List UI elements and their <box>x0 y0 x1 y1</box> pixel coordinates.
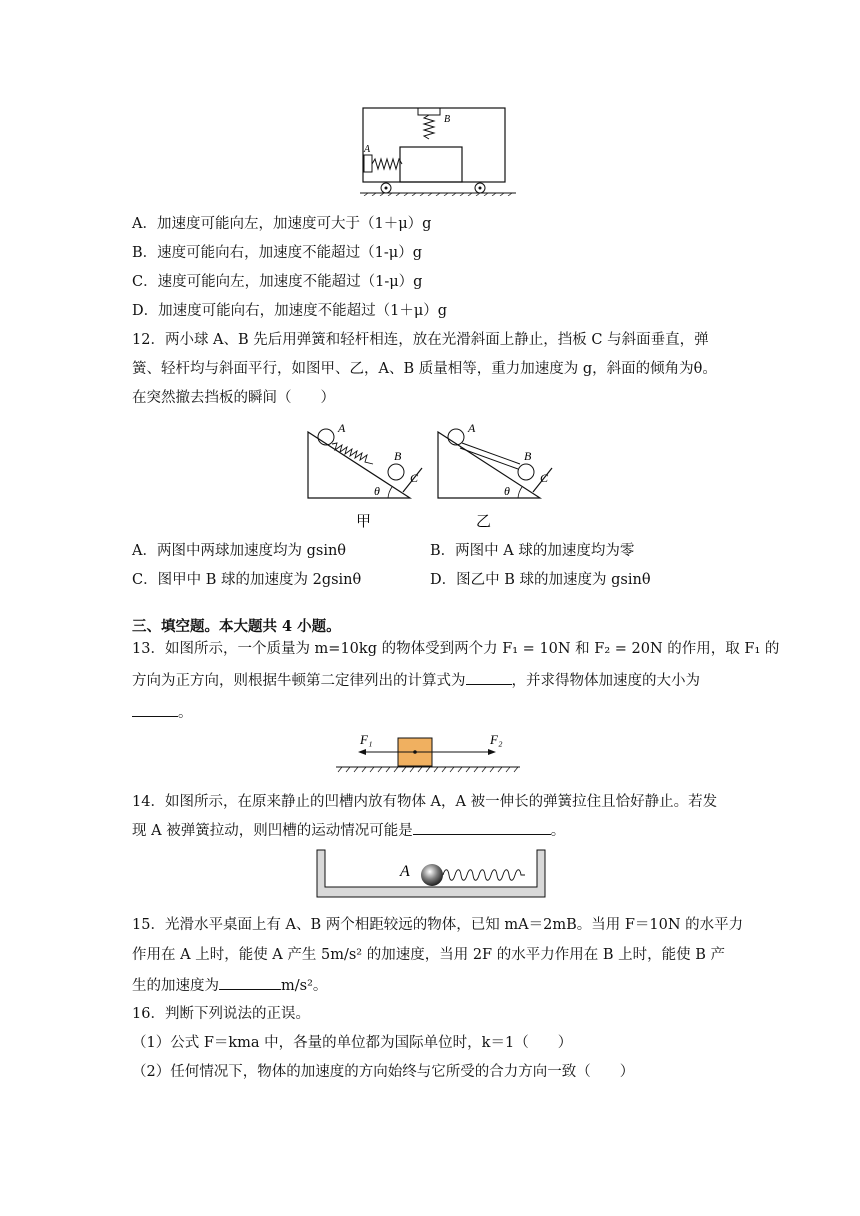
q16-item1: （1）公式 F＝kma 中，各量的单位都为国际单位时，k＝1（ ） <box>132 1035 573 1051</box>
q11-label-a: A <box>364 144 371 155</box>
q12-option-a: A．两图中两球加速度均为 gsinθ <box>132 543 347 559</box>
q14-line1: 14．如图所示，在原来静止的凹槽内放有物体 A，A 被一伸长的弹簧拉住且恰好静止。若发 <box>132 794 718 810</box>
q13-line3: 。 <box>132 702 193 723</box>
q12-option-c: C．图甲中 B 球的加速度为 2gsinθ <box>132 572 362 588</box>
q13-label-f2: F₂ <box>490 732 503 747</box>
q15-line1: 15．光滑水平桌面上有 A、B 两个相距较远的物体，已知 mA＝2mB。当用 F＝10N 的水平力 <box>132 917 744 933</box>
q11-option-d: D．加速度可能向右，加速度不能超过（1＋μ）g <box>132 303 448 319</box>
q13-force-figure <box>334 728 524 774</box>
q16-line1: 16．判断下列说法的正误。 <box>132 1006 310 1022</box>
q11-option-a: A．加速度可能向左，加速度可大于（1＋μ）g <box>132 216 432 232</box>
q13-label-f1: F₁ <box>360 732 373 747</box>
q15-line3: 生的加速度为 m/s²。 <box>132 975 327 996</box>
q13-blank-1[interactable] <box>466 670 512 685</box>
q12-jia-label-a: A <box>338 424 346 435</box>
q11-label-b: B <box>444 114 451 125</box>
section-heading: 三、填空题。本大题共 4 小题。 <box>132 618 341 635</box>
q12-stem-line2: 簧、轻杆均与斜面平行，如图甲、乙，A、B 质量相等，重力加速度为 g，斜面的倾角为θ。 <box>132 361 717 377</box>
q12-jia-theta: θ <box>374 484 380 498</box>
q14-line2: 现 A 被弹簧拉动，则凹槽的运动情况可能是 。 <box>132 820 565 841</box>
q12-option-b: B．两图中 A 球的加速度均为零 <box>430 543 635 559</box>
q13-line1: 13．如图所示，一个质量为 m=10kg 的物体受到两个力 F₁ = 10N 和 F₂ = 20N 的作用，取 F₁ 的 <box>132 641 780 657</box>
q12-yi-theta: θ <box>504 484 510 498</box>
q12-stem-line3: 在突然撤去挡板的瞬间（ ） <box>132 390 335 406</box>
q12-jia-label-b: B <box>394 449 402 463</box>
q12-yi-label-c: C <box>540 471 549 485</box>
q12-caption-yi: 乙 <box>476 512 492 530</box>
q11-cart-figure <box>360 104 520 196</box>
q12-caption-jia: 甲 <box>356 512 372 530</box>
q11-option-c: C．速度可能向左，加速度不能超过（1-μ）g <box>132 274 423 290</box>
q13-blank-2[interactable] <box>132 702 178 717</box>
q11-option-b: B．速度可能向右，加速度不能超过（1-μ）g <box>132 245 422 261</box>
q12-jia-label-c: C <box>410 471 419 485</box>
q12-yi-label-a: A <box>468 424 476 435</box>
q14-blank[interactable] <box>413 820 551 835</box>
q14-label-a: A <box>400 863 410 880</box>
q14-trough-figure <box>314 848 548 900</box>
q16-item2: （2）任何情况下，物体的加速度的方向始终与它所受的合力方向一致（ ） <box>132 1064 635 1080</box>
q15-line2: 作用在 A 上时，能使 A 产生 5m/s² 的加速度，当用 2F 的水平力作用在 B 上时，能使 B 产 <box>132 947 725 963</box>
q12-stem-line1: 12．两小球 A、B 先后用弹簧和轻杆相连，放在光滑斜面上静止，挡板 C 与斜面垂直，弹 <box>132 332 709 348</box>
q12-incline-figure <box>304 424 564 536</box>
q13-line2: 方向为正方向，则根据牛顿第二定律列出的计算式为 ，并求得物体加速度的大小为 <box>132 670 700 691</box>
q15-blank[interactable] <box>219 975 281 990</box>
q12-option-d: D．图乙中 B 球的加速度为 gsinθ <box>430 572 651 588</box>
q12-yi-label-b: B <box>524 449 532 463</box>
